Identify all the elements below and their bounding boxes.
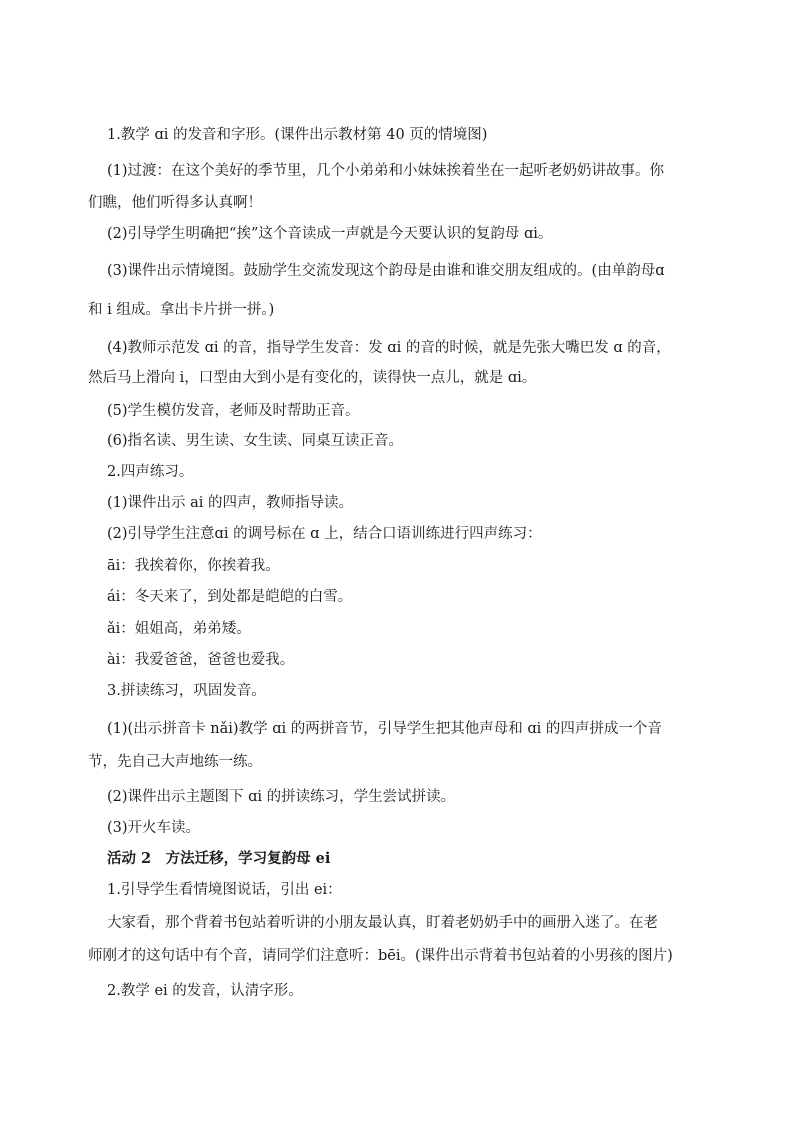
paragraph-line: 和 i 组成。拿出卡片拼一拼。) <box>88 302 275 318</box>
paragraph-line: (1)课件出示 ai 的四声，教师指导读。 <box>107 495 354 511</box>
paragraph-line: (4)教师示范发 ɑi 的音，指导学生发音：发 ɑi 的音的时候，就是先张大嘴巴发 ɑ 的音， <box>107 340 671 356</box>
step-3-heading: 3.拼读练习，巩固发音。 <box>107 683 266 699</box>
paragraph-line: (1)过渡：在这个美好的季节里，几个小弟弟和小妹妹挨着坐在一起听老奶奶讲故事。你 <box>107 163 665 179</box>
paragraph-line: (2)引导学生明确把“挨”这个音读成一声就是今天要认识的复韵母 ɑi。 <box>107 226 553 242</box>
tone-example-line: ǎi：姐姐高，弟弟矮。 <box>107 621 251 637</box>
tone-example-line: āi：我挨着你，你挨着我。 <box>107 558 280 574</box>
activity-2-heading: 活动 2 方法迁移，学习复韵母 ei <box>107 850 331 867</box>
paragraph-line: (3)开火车读。 <box>107 820 201 836</box>
paragraph-line: 师刚才的这句话中有个音，请同学们注意听：bēi。(课件出示背着书包站着的小男孩的图片) <box>88 948 673 964</box>
paragraph-line: (1)(出示拼音卡 nǎi)教学 ɑi 的两拼音节，引导学生把其他声母和 ɑi 的四声拼成一个音 <box>107 721 662 737</box>
paragraph-line: (6)指名读、男生读、女生读、同桌互读正音。 <box>107 433 404 449</box>
paragraph-line: (5)学生模仿发音，老师及时帮助正音。 <box>107 403 360 419</box>
paragraph-line: (2)引导学生注意ɑi 的调号标在 ɑ 上，结合口语训练进行四声练习： <box>107 526 542 542</box>
paragraph-line: 2.教学 ei 的发音，认清字形。 <box>107 983 303 999</box>
tone-example-line: ái：冬天来了，到处都是皑皑的白雪。 <box>107 589 353 605</box>
paragraph-line: (3)课件出示情境图。鼓励学生交流发现这个韵母是由谁和谁交朋友组成的。(由单韵母ɑ <box>107 263 665 279</box>
paragraph-line: (2)课件出示主题图下 ɑi 的拼读练习，学生尝试拼读。 <box>107 789 456 805</box>
step-2-heading: 2.四声练习。 <box>107 464 194 480</box>
paragraph-line: 大家看，那个背着书包站着听讲的小朋友最认真，盯着老奶奶手中的画册入迷了。在老 <box>107 915 658 931</box>
paragraph-line: 节，先自己大声地练一练。 <box>88 754 262 770</box>
step-1-heading: 1.教学 ɑi 的发音和字形。(课件出示教材第 40 页的情境图) <box>107 127 488 143</box>
tone-example-line: ài：我爱爸爸，爸爸也爱我。 <box>107 652 295 668</box>
paragraph-line: 们瞧，他们听得多认真啊！ <box>88 195 262 211</box>
paragraph-line: 1.引导学生看情境图说话，引出 ei： <box>107 882 342 898</box>
paragraph-line: 然后马上滑向 i，口型由大到小是有变化的，读得快一点儿，就是 ɑi。 <box>88 370 537 386</box>
